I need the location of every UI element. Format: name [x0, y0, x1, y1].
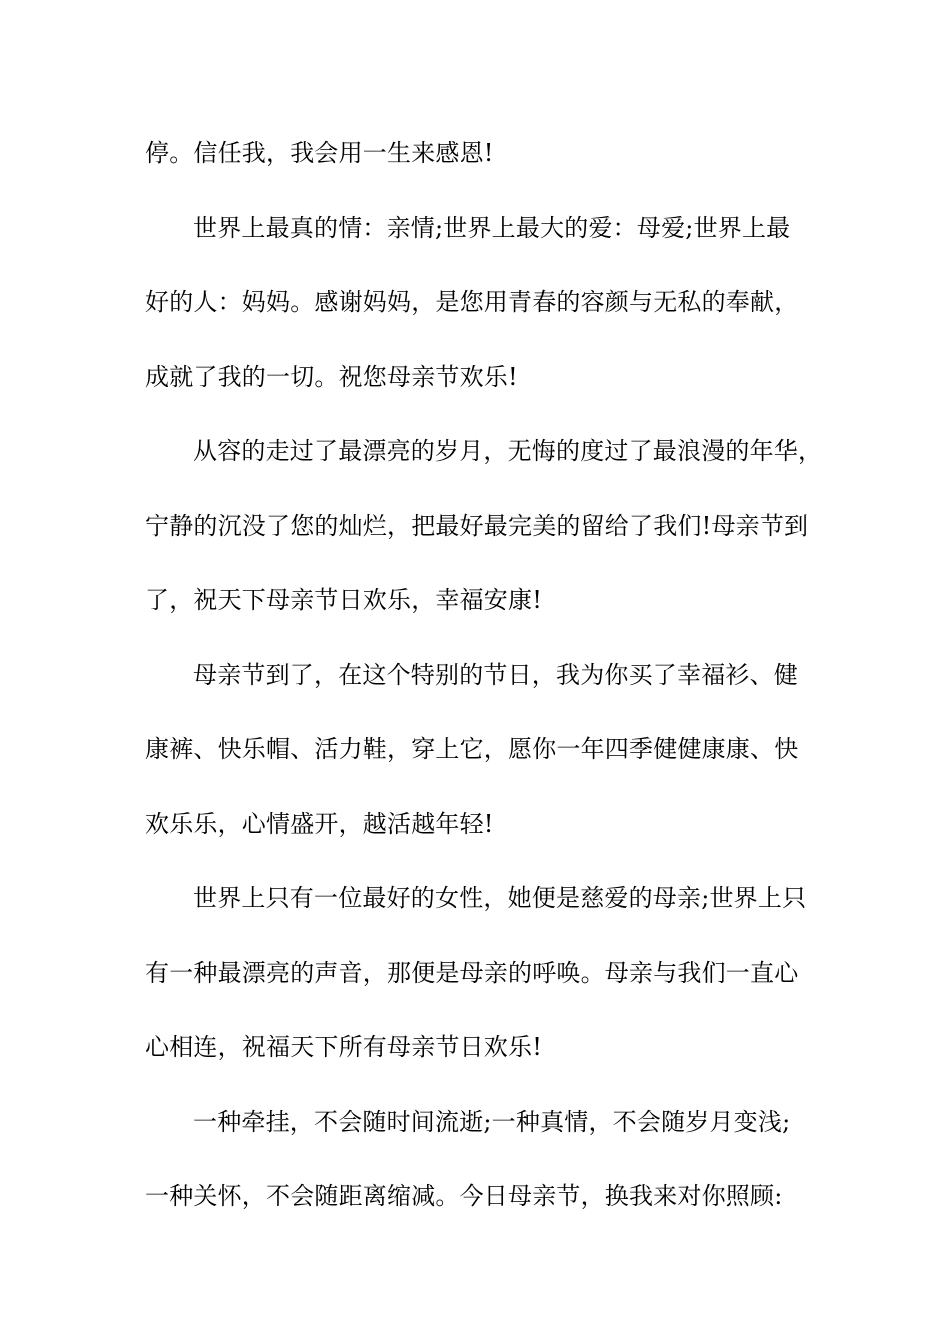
text-line: 停。信任我，我会用一生来感恩! — [145, 139, 494, 167]
text-line: 成就了我的一切。祝您母亲节欢乐! — [145, 362, 518, 391]
paragraph-6 — [145, 1097, 810, 1246]
text-line: 宁静的沉没了您的灿烂，把最好最完美的留给了我们!母亲节到 — [145, 511, 809, 540]
text-line: 心相连，祝福天下所有母亲节日欢乐! — [145, 1033, 543, 1061]
text-line: 世界上只有一位最好的女性，她便是慈爱的母亲;世界上只 — [193, 884, 807, 912]
text-line: 了，祝天下母亲节日欢乐，幸福安康! — [145, 586, 543, 614]
paragraph-1 — [145, 128, 810, 203]
paragraph-3 — [145, 426, 823, 650]
text-line: 母亲节到了，在这个特别的节日，我为你买了幸福衫、健 — [193, 660, 798, 689]
text-line: 有一种最漂亮的声音，那便是母亲的呼唤。母亲与我们一直心 — [145, 958, 799, 987]
text-line: 好的人：妈妈。感谢妈妈，是您用青春的容颜与无私的奉献， — [145, 288, 799, 316]
paragraph-4 — [145, 650, 810, 874]
paragraph-5 — [145, 873, 810, 1097]
text-line: 康裤、快乐帽、活力鞋，穿上它，愿你一年四季健健康康、快 — [145, 735, 799, 763]
text-line: 世界上最真的情：亲情;世界上最大的爱：母爱;世界上最 — [193, 213, 791, 242]
text-line: 一种牵挂，不会随时间流逝;一种真情，不会随岁月变浅; — [193, 1107, 791, 1136]
text-line: 一种关怀，不会随距离缩减。今日母亲节，换我来对你照顾: — [145, 1182, 783, 1210]
paragraph-2 — [145, 203, 810, 427]
text-line: 欢乐乐，心情盛开，越活越年轻! — [145, 809, 494, 838]
text-line: 从容的走过了最漂亮的岁月，无悔的度过了最浪漫的年华， — [193, 437, 823, 465]
body-text — [145, 128, 823, 1246]
